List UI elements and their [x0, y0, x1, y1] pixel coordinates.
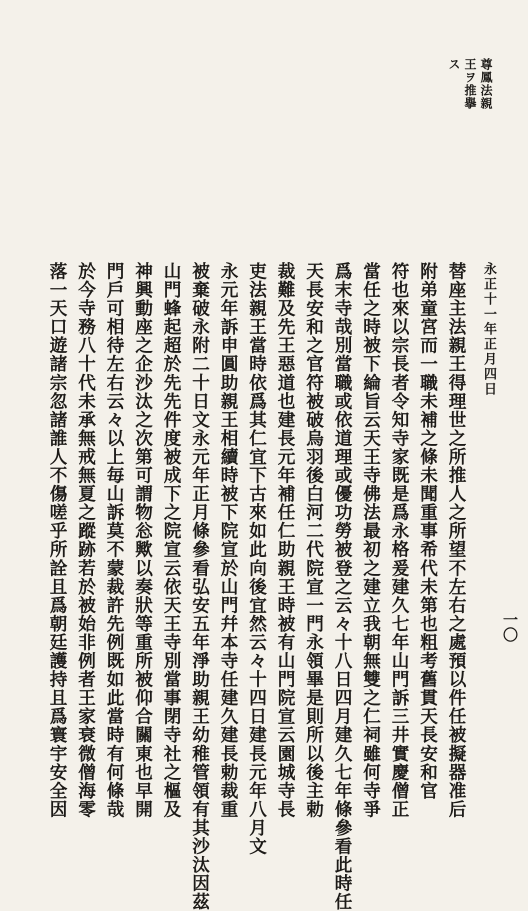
running-head-line: 尊鳳法親: [479, 58, 493, 110]
text-line: 符也來以宗長者令知寺家既是爲永格爰建久七年山門訴三井實慶僧正: [389, 262, 410, 819]
text-line: 山門蜂起超於先先件度被成下之院宣云依天王寺別當事閉寺社之樞及: [161, 262, 182, 819]
text-line: 裁難及先王惡道也建長元年補任仁助親王時被有山門院宣云園城寺長: [275, 262, 296, 819]
page-number: 一〇: [501, 612, 519, 642]
text-line: 於今寺務八十代未承無戒無夏之蹤跡若於被始非例者王家衰微僧海零: [75, 262, 97, 819]
text-line: 吏法親王當時依爲其仁宜下古來如此向後宜然云々十四日建長元年八月文: [246, 262, 268, 856]
text-line: 永元年訴申圓助親王相續時被下院宣於山門幷本寺任建久建長勅裁重: [218, 262, 239, 819]
running-head-line: ス: [447, 58, 461, 71]
text-line: 附弟童宮而一職未補之條未聞重事希代未第也粗考舊貫天長安和官: [417, 262, 439, 800]
text-line: 神興動座之企沙汰之次第可謂物忩歟以奏狀等重所被仰合關東也早開: [132, 262, 154, 819]
text-line: 門戶可相待左右云々以上毎山訴莫不蒙裁許先例既如此當時有何條哉: [104, 262, 125, 819]
body-text: [47, 262, 470, 911]
text-line: 爲末寺哉別當職或依道理或優功勞被登之云々十八日四月建久七年條參看此時任: [332, 262, 353, 911]
text-line: 當任之時被下綸旨云天王寺佛法最初之建立我朝無雙之仁祠雖何寺爭: [360, 262, 382, 819]
text-line: 替座主法親王得理世之所推人之所望不左右之處預以件任被擬器准后: [446, 262, 467, 819]
running-head-line: 王ヲ推擧: [463, 58, 477, 110]
running-head: [369, 58, 492, 110]
text-line: 天長安和之官符被破烏羽後白河二代院宣一門永領畢是則所以後主勅: [303, 262, 325, 819]
text-line: 被棄破永附二十日文永元年正月條參看弘安五年淨助親王幼稚管領有其沙汰因茲: [189, 262, 211, 911]
text-line: 落一天口遊諸宗忽諸誰人不傷嗟乎所詮且爲朝廷護持且爲寰宇安全因: [47, 262, 68, 819]
date-heading: 永正十一年正月四日: [481, 262, 496, 397]
